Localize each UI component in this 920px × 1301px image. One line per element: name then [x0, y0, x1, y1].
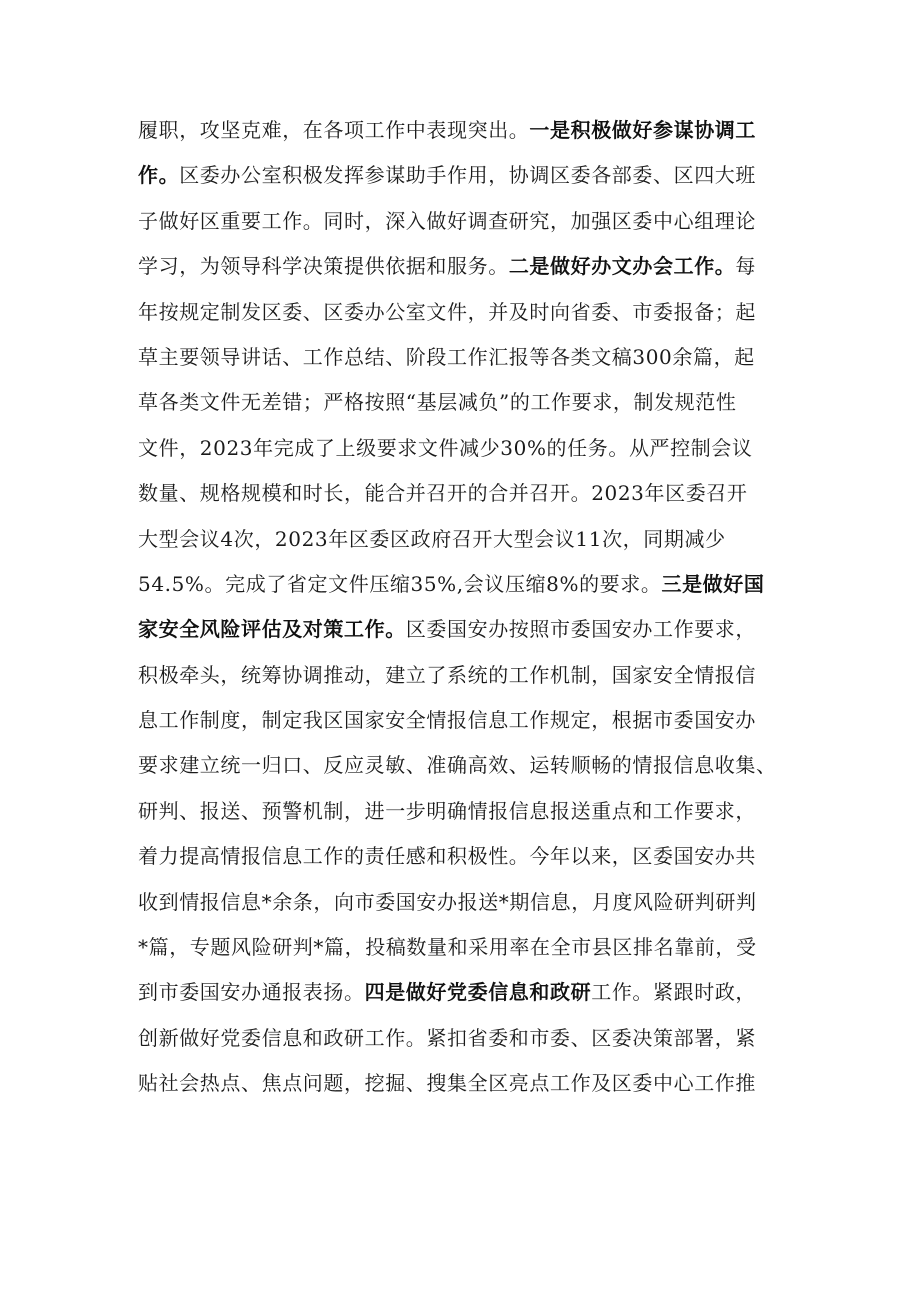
- body-paragraph: [138, 108, 798, 1107]
- text-run: 着力提高情报信息工作的责任感和积极性。今年以来，区委国安办共: [138, 844, 756, 869]
- text-line: [138, 108, 798, 153]
- text-run: 学习，为领导科学决策提供依据和服务。: [138, 254, 509, 279]
- text-run: 区委国安办按照市委国安办工作要求，: [405, 617, 757, 642]
- bold-heading-run: 一是积极做好参谋协调工: [529, 118, 757, 142]
- text-line: [138, 1061, 798, 1106]
- text-run: 要求建立统一归口、反应灵敏、准确高效、运转顺畅的情报信息收集、: [138, 753, 777, 778]
- text-run: 草各类文件无差错；严格按照“基层减负”的工作要求，制发规范性: [138, 390, 737, 415]
- text-run: 履职，攻坚克难，在各项工作中表现突出。: [138, 118, 530, 142]
- text-line: [138, 789, 798, 834]
- text-line: [138, 517, 798, 562]
- bold-heading-run: 作。: [138, 163, 180, 188]
- text-line: [138, 925, 798, 970]
- bold-heading-run: 二是做好办文办会工作。: [508, 254, 736, 279]
- text-run: 每: [735, 254, 757, 279]
- text-run: 54.5%。完成了省定文件压缩35%,会议压缩8%的要求。: [138, 571, 662, 596]
- text-line: [138, 653, 798, 698]
- text-line: [138, 153, 798, 198]
- text-run: 数量、规格规模和时长，能合并召开的合并召开。2023年区委召开: [138, 481, 748, 506]
- text-run: *篇，专题风险研判*篇，投稿数量和采用率在全市县区排名靠前，受: [138, 935, 757, 960]
- text-line: [138, 471, 798, 516]
- text-line: [138, 335, 798, 380]
- text-line: [138, 607, 798, 652]
- bold-heading-run: 三是做好国: [661, 571, 765, 596]
- text-run: 贴社会热点、焦点问题，挖掘、搜集全区亮点工作及区委中心工作推: [138, 1071, 756, 1096]
- bold-heading-run: 四是做好党委信息和政研: [364, 980, 592, 1005]
- text-run: 文件，2023年完成了上级要求文件减少30%的任务。从严控制会议: [138, 435, 753, 460]
- text-line: [138, 880, 798, 925]
- text-run: 息工作制度，制定我区国家安全情报信息工作规定，根据市委国安办: [138, 708, 756, 733]
- text-run: 区委办公室积极发挥参谋助手作用，协调区委各部委、区四大班: [179, 163, 757, 188]
- text-line: [138, 290, 798, 335]
- text-run: 到市委国安办通报表扬。: [138, 980, 365, 1005]
- text-line: [138, 562, 798, 607]
- text-run: 工作。紧跟时政，: [591, 980, 757, 1005]
- text-run: 研判、报送、预警机制，进一步明确情报信息报送重点和工作要求，: [138, 798, 756, 823]
- text-run: 草主要领导讲话、工作总结、阶段工作汇报等各类文稿300余篇，起: [138, 344, 755, 369]
- text-run: 收到情报信息*余条，向市委国安办报送*期信息，月度风险研判研判: [138, 889, 757, 914]
- text-run: 年按规定制发区委、区委办公室文件，并及时向省委、市委报备；起: [138, 299, 756, 324]
- text-run: 大型会议4次，2023年区委区政府召开大型会议11次，同期减少: [138, 526, 726, 551]
- text-line: [138, 970, 798, 1015]
- text-line: [138, 698, 798, 743]
- text-run: 创新做好党委信息和政研工作。紧扣省委和市委、区委决策部署，紧: [138, 1025, 756, 1050]
- text-line: [138, 1016, 798, 1061]
- text-run: 子做好区重要工作。同时，深入做好调查研究，加强区委中心组理论: [138, 208, 756, 233]
- bold-heading-run: 家安全风险评估及对策工作。: [138, 617, 406, 642]
- text-line: [138, 380, 798, 425]
- text-line: [138, 426, 798, 471]
- text-line: [138, 199, 798, 244]
- text-line: [138, 743, 798, 788]
- text-line: [138, 834, 798, 879]
- text-run: 积极牵头，统筹协调推动，建立了系统的工作机制，国家安全情报信: [138, 662, 756, 687]
- text-line: [138, 244, 798, 289]
